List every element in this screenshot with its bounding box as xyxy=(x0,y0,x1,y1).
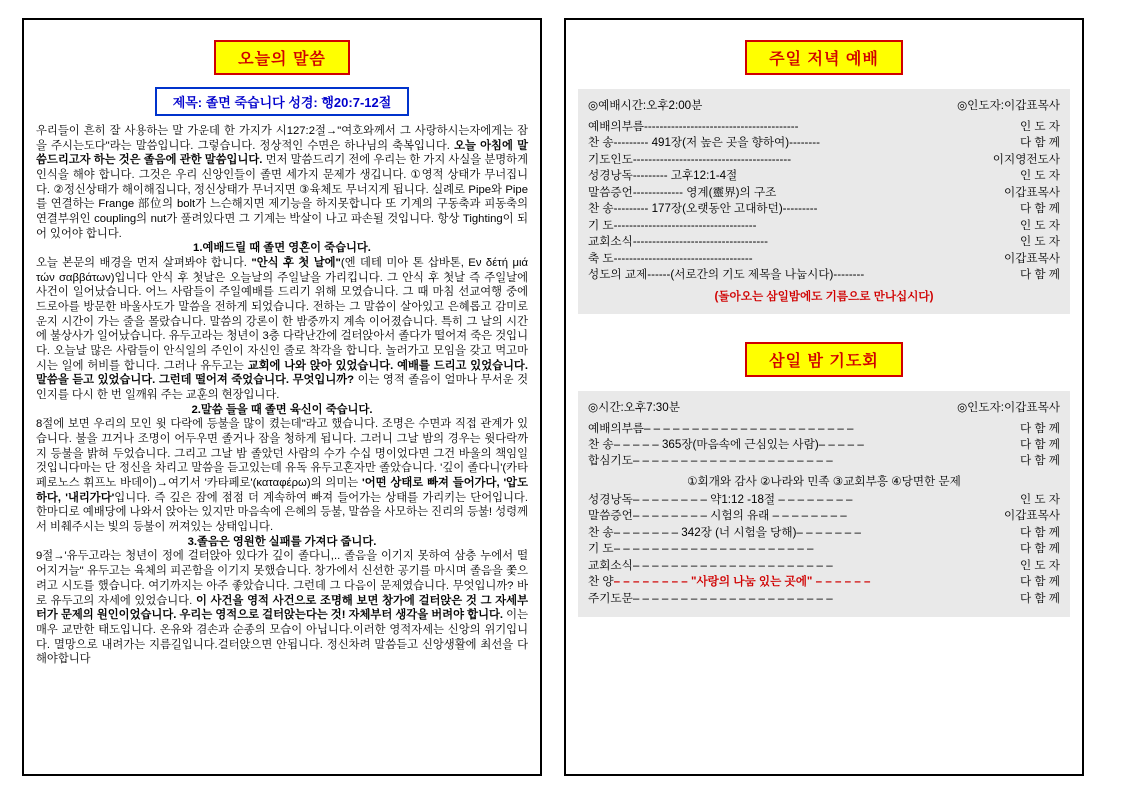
service-order-row xyxy=(588,251,1060,267)
service-order-actor: 이갑표목사 xyxy=(1004,185,1060,199)
sermon-title: 오늘의 말씀 xyxy=(214,40,350,75)
service1-leader: ◎인도자:이갑표목사 xyxy=(957,99,1060,112)
service-order-item: 성경낭독 xyxy=(588,169,633,183)
service-order-actor: 인 도 자 xyxy=(1019,558,1060,572)
service-order-item: 찬 양 xyxy=(588,575,614,589)
service1-title-wrap xyxy=(578,30,1070,83)
service-order-item: 찬 송 xyxy=(588,136,614,150)
service-order-item: 찬 송 xyxy=(588,437,614,451)
service-order-row xyxy=(588,119,1060,135)
service1-title: 주일 저녁 예배 xyxy=(745,40,903,75)
service-order-row xyxy=(588,168,1060,184)
service-order-detail: – – – – – 365장(마음속에 근심있는 사람)– – – – – xyxy=(613,437,864,451)
service-order-item: 찬 송 xyxy=(588,525,614,539)
service-order-detail: ------------------------------------ xyxy=(613,251,753,265)
service2-title-wrap xyxy=(578,332,1070,385)
service-order-row xyxy=(588,508,1060,524)
service-order-detail: ----------------------------------------- xyxy=(632,152,792,166)
service1-note: (돌아오는 삼일밤에도 기름으로 만나십시다) xyxy=(714,289,934,303)
service2-time: ◎시간:오후7:30분 xyxy=(588,400,680,414)
sermon-paragraph: 8절에 보면 우리의 모인 윗 다락에 등불을 많이 켰는데"라고 했습니다. 조명은 수면과 직접 관계가 있습니다. 불을 끄거나 조명이 어두우면 졸거나 잠을 청하게 됩니다. 그러니 그날 밤의 경우는 윗다락까지 등불을 밝혀 두었습니다. 그리고 그날 밤 졸았던 사람의 수가 수십 명이었다면 그건 바울의 책임일 것입니다마는 단 정신을 차리고 말씀을 듣고있는데 유독 유두고혼자만 졸았습니다. '깊이 졸다니'(카타페로노스 휘프노 바데이)→여기서 '카타페로'(καταφέρω)의 의미는 '어떤 상태로 빠져 들어가다, '압도하다, '내리가다'입니다. 즉 깊은 잠에 점점 더 계속하여 빠져 들어가는 상태를 가리키는 단어입니다. 한마디로 예배당에 나와서 앉아는 있지만 마음속에 은혜의 등불, 말씀을 사모하는 진리의 등불! 성령께서 비췌주시는 빛의 등불이 꺼져있는 상태입니다. xyxy=(36,418,529,534)
service-order-row xyxy=(588,541,1060,557)
service-order-item: 주기도문 xyxy=(588,591,633,605)
service-order-actor: 인 도 자 xyxy=(1019,218,1060,232)
sermon-paragraph: 오늘 본문의 배경을 먼저 살펴봐야 합니다. "안식 후 첫 날에"(엔 데테 미아 톤 삽바톤, Εν δέτή μιά τών σαββάτων)입니다 안식 후 첫날은 오늘날의 주일날을 가리킵니다. 그 안식 후 첫날 즉 주일날에 사건이 일어났습니다. 어느 사람들이 주일예배를 드리기 위해 모였습니다. 그 때 마침 선교여행 중에 드로아를 방문한 바울사도가 말씀을 전하게 되었습니다. 전하는 그 말씀이 살아있고 은혜롭고 감미로운지 시간이 가는 줄을 몰랐습니다. 말씀의 강론이 한 밤중까지 계속 이어졌습니다. 특히 그 날의 시간에 불상사가 일어났습니다. 유두고라는 청년이 3층 다락난간에 걸터앉아서 졸다가 떨어져 죽은 것입니다. 오늘날 많은 사람들이 안식일의 주인이 자신인 줄로 착각을 합니다. 놀러가고 모임을 갖고 먹고마시는 일에 허비를 합니다. 그러나 유두고는 교회에 나와 앉아 있었습니다. 예배를 드리고 있었습니다. 말씀을 듣고 있었습니다. 그런데 떨어져 죽었습니다. 무엇입니까? 이는 영적 졸음이 얼마나 무서운 것인지를 다시 한 번 일깨워 주는 교훈의 현장입니다. xyxy=(36,257,528,402)
service-order-actor: 다 함 께 xyxy=(1019,591,1060,605)
service-order-row xyxy=(588,218,1060,234)
service-order-item: 예배의부름 xyxy=(588,421,644,435)
service-order-actor: 인 도 자 xyxy=(1019,120,1060,133)
service-order-detail: – – – – – – – – – – – – – – – – – – – – – xyxy=(632,558,833,572)
service-order-actor: 인 도 자 xyxy=(1019,492,1060,506)
service-order-row xyxy=(588,453,1060,469)
service-order-row xyxy=(588,201,1060,217)
service-order-actor: 다 함 께 xyxy=(1019,136,1060,150)
service1-header xyxy=(588,97,1060,113)
service-order-item: 합심기도 xyxy=(588,454,633,468)
service-order-detail: – – – – – – – – "사랑의 나눔 있는 곳에" – – – – – – xyxy=(613,575,871,589)
panel-gap xyxy=(578,314,1070,332)
service-order-actor: 다 함 께 xyxy=(1019,542,1060,556)
service-order-detail: ----------------------------------- xyxy=(632,235,768,249)
service-order-item: 찬 송 xyxy=(588,202,614,216)
service-order-row xyxy=(588,437,1060,453)
service-order-item: 말씀증언 xyxy=(588,509,633,523)
service-order-detail: – – – – – – – – – – – – – – – – – – – – – xyxy=(632,454,833,468)
service-order-detail: – – – – – – – – – – – – – – – – – – – – – xyxy=(613,542,814,556)
service-order-detail: --------- 491장(저 높은 곳을 향하여)-------- xyxy=(613,136,821,150)
service-order-row xyxy=(588,185,1060,201)
service-order-actor: 다 함 께 xyxy=(1019,525,1060,539)
service-order-actor: 이갑표목사 xyxy=(1004,251,1060,265)
service-order-detail: – – – – – – – – 시험의 유래 – – – – – – – – xyxy=(632,509,847,523)
service-order-actor: 다 함 께 xyxy=(1019,454,1060,468)
service-order-detail: – – – – – – – 342장 (너 시험을 당해)– – – – – – – xyxy=(613,525,861,539)
service-order-actor: 인 도 자 xyxy=(1019,169,1060,183)
sermon-paragraph: 9절→'유두고라는 청년이 정에 걸터앉아 있다가 깊이 졸다니,.. 졸음을 이기지 못하여 삼층 누에서 떨어지거늘" 유두고는 육체의 피곤함을 이기지 못했습니다. 창가에서 신선한 공기를 마시며 졸음을 쫓으려고 시도를 했습니다. 여기까지는 아주 좋았습니다. 그런데 그 다음이 문제였습니다. 무엇입니까? 바로 유두고의 자세에 있었습니다. 이 사건을 영적 사건으로 조명해 보면 창가에 걸터앉은 것 그 자세부터가 문제의 원인이었습니다. 우리는 영적으로 걸터앉는다는 것! 자체부터 생각을 버려야 합니다. 이는 매우 교만한 태도입니다. 온유와 겸손과 순종의 모습이 아닙니다.이러한 영적자세는 신앙의 위기입니다. 멸망으로 내려가는 지름길입니다.걸터앉으면 안됩니다. 정신차려 말씀듣고 신앙생활에 최선을 다해야합니다 xyxy=(36,550,529,666)
service-order-actor: 다 함 께 xyxy=(1019,437,1060,451)
service-order-actor: 다 함 께 xyxy=(1019,202,1060,216)
service-order-row xyxy=(588,267,1060,283)
service-order-detail: ------------------------------------- xyxy=(613,218,757,232)
sermon-subtitle: 제목: 졸면 죽습니다 성경: 행20:7-12절 xyxy=(155,87,410,116)
service-order-item: 기 도 xyxy=(588,218,614,232)
service-order-actor: 인 도 자 xyxy=(1019,235,1060,249)
service-order-actor: 다 함 께 xyxy=(1019,268,1060,282)
service-order-row xyxy=(588,492,1060,508)
service-order-item: 기 도 xyxy=(588,542,614,556)
service-order-detail: – – – – – – – – – – – – – – – – – – – – – – xyxy=(644,421,854,435)
service2-header xyxy=(588,399,1060,415)
service-order-row xyxy=(588,234,1060,250)
service-order-row xyxy=(588,525,1060,541)
sermon-title-wrap xyxy=(36,30,528,83)
service1-rows xyxy=(588,119,1060,284)
service-order-item: 성도의 교제 xyxy=(588,268,648,282)
service-order-row xyxy=(588,574,1060,590)
sermon-paragraph: 우리들이 흔히 잘 사용하는 말 가운데 한 가지가 시127:2절→"여호와께서 그 사랑하시는자에게는 잠을 주시는도다"라는 말씀입니다. 그렇습니다. 정상적인 수면은 하나님의 축복입니다. 오늘 아침에 말씀드리고자 하는 것은 졸음에 관한 말씀입니다. 먼저 말씀드리기 전에 우리는 한 가지 사실을 분명하게 인식을 해야 합니다. 그것은 우리 신앙인들이 졸면 세가지 문제가 생깁니다. ①영적 상태가 무너집니다. ②정신상태가 해이해집니다, 정신상태가 무너지면 ③육체도 무너지게 됩니다. 실례로 Pipe와 Pipe를 연결하는 Frange 部位의 bolt가 느슨해지면 제기능을 하지못합니다 또 기계의 구동축과 피동축의 연결부위인 coupling의 nut가 풀려있다면 그 기계는 박살이 나고 파손될 것입니다. 항상 Tighting이 되어 있어야 합니다. xyxy=(36,125,528,240)
service-order-item: 기도인도 xyxy=(588,152,633,166)
service-order-detail: – – – – – – – – 약1:12 -18절 – – – – – – – – xyxy=(632,492,853,506)
service-order-row xyxy=(588,135,1060,151)
service2-order xyxy=(578,391,1070,618)
service2-rows-top xyxy=(588,421,1060,470)
service-order-item: 예배의부름 xyxy=(588,120,644,133)
service-order-detail: --------- 고후12:1-4절 xyxy=(632,169,738,183)
service-order-actor: 다 함 께 xyxy=(1019,421,1060,435)
service-order-actor: 이갑표목사 xyxy=(1004,509,1060,523)
service-order-item: 교회소식 xyxy=(588,558,633,572)
service1-order xyxy=(578,89,1070,314)
service2-leader: ◎인도자:이갑표목사 xyxy=(957,400,1060,414)
service2-title: 삼일 밤 기도회 xyxy=(745,342,903,377)
service-order-item: 교회소식 xyxy=(588,235,633,249)
service-order-detail: – – – – – – – – – – – – – – – – – – – – – xyxy=(632,591,833,605)
service-order-row xyxy=(588,591,1060,607)
service1-time: ◎예배시간:오후2:00분 xyxy=(588,99,703,112)
services-panel xyxy=(564,18,1084,776)
service-order-item: 말씀증언 xyxy=(588,185,633,199)
service-order-detail: --------- 177장(오랫동안 고대하던)--------- xyxy=(613,202,818,216)
service2-prayer-topics: ①회개와 감사 ②나라와 민족 ③교회부흥 ④당면한 문제 xyxy=(687,474,961,488)
sermon-heading: 2.말씀 들을 때 졸면 육신이 죽습니다. xyxy=(191,403,373,416)
sermon-heading: 3.졸음은 영원한 실패를 가져다 줍니다. xyxy=(187,535,377,548)
service-order-row xyxy=(588,152,1060,168)
sermon-panel xyxy=(22,18,542,776)
service-order-item: 축 도 xyxy=(588,251,614,265)
sermon-subtitle-wrap xyxy=(36,83,528,122)
service-order-detail: ------(서로간의 기도 제목을 나눕시다)-------- xyxy=(647,268,865,282)
service-order-row xyxy=(588,558,1060,574)
service-order-detail: ------------- 영계(靈界)의 구조 xyxy=(632,185,777,199)
sermon-heading: 1.예배드릴 때 졸면 영혼이 죽습니다. xyxy=(193,242,371,255)
service2-rows-bottom xyxy=(588,492,1060,607)
service-order-detail: ---------------------------------------- xyxy=(644,120,799,133)
service-order-row xyxy=(588,421,1060,437)
service-order-item: 성경낭독 xyxy=(588,492,633,506)
service-order-actor: 다 함 께 xyxy=(1019,575,1060,589)
sermon-body xyxy=(36,124,528,667)
service-order-actor: 이지영전도사 xyxy=(992,152,1060,166)
